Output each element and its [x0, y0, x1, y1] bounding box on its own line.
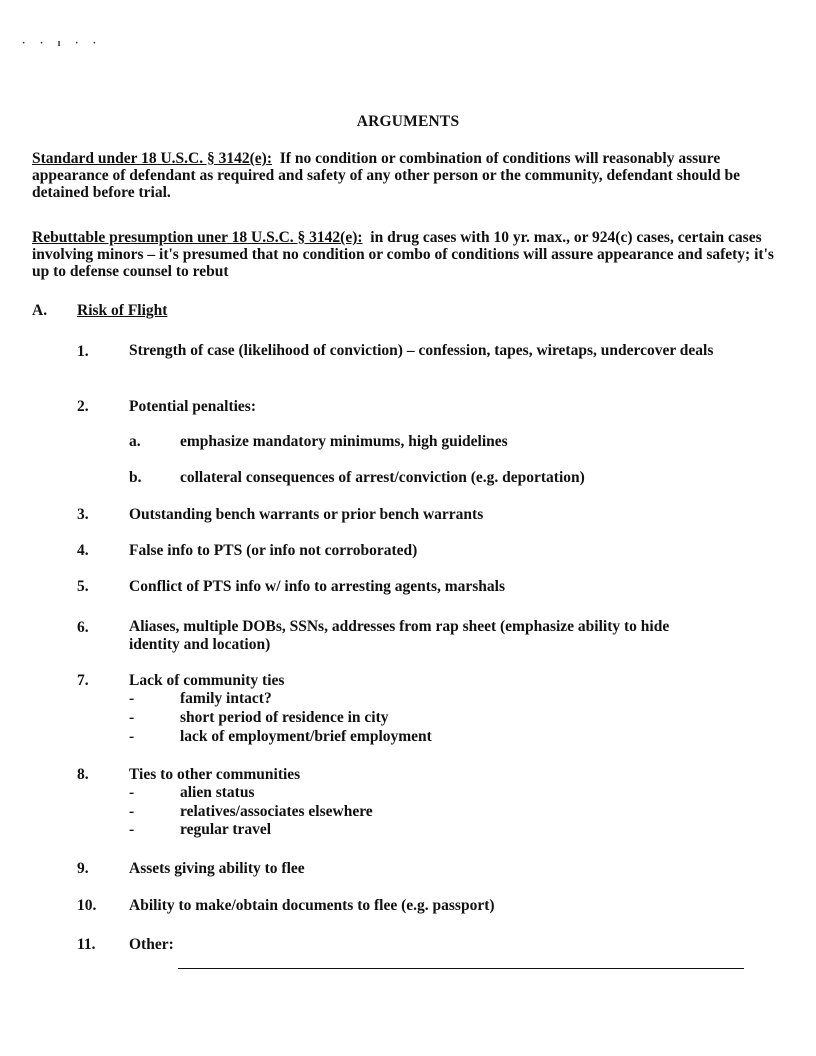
item-number: 9. [77, 860, 89, 877]
bullet-dash: - [129, 709, 135, 726]
item-number: 10. [77, 897, 97, 914]
bullet-text: lack of employment/brief employment [180, 728, 432, 745]
page-title: ARGUMENTS [356, 113, 460, 130]
item-text: Lack of community ties [129, 672, 285, 689]
bullet-text: alien status [180, 784, 255, 801]
item-number: 2. [77, 398, 89, 415]
item-text: False info to PTS (or info not corroborated) [129, 542, 418, 559]
rebuttable-text: in drug cases with 10 yr. max., or 924(c) cases, certain cases involving minors – it's presumed that no condition or combo of conditions will assure appearance and safety; it's up to defense counsel to rebut [32, 229, 774, 280]
sub-item-text: emphasize mandatory minimums, high guidelines [180, 433, 508, 450]
item-text: Outstanding bench warrants or prior bench warrants [129, 506, 484, 523]
section-heading: Risk of Flight [77, 302, 168, 319]
sub-item-letter: b. [129, 469, 142, 486]
item-number: 4. [77, 542, 89, 559]
standard-paragraph [32, 150, 784, 201]
standard-text: If no condition or combination of conditions will reasonably assure appearance of defendant as required and safety of any other person or the community, defendant should be detained before trial. [32, 150, 741, 201]
item-text: Conflict of PTS info w/ info to arresting agents, marshals [129, 578, 506, 595]
item-text: Ties to other communities [129, 766, 301, 783]
bullet-text: regular travel [180, 821, 272, 838]
item-number: 11. [77, 936, 96, 953]
scan-artifact: · · ı · · [22, 38, 103, 49]
sub-item-text: collateral consequences of arrest/conviction (e.g. deportation) [180, 469, 585, 486]
bullet-dash: - [129, 784, 135, 801]
item-text: Aliases, multiple DOBs, SSNs, addresses from rap sheet (emphasize ability to hide identity and location) [129, 618, 670, 653]
item-number: 6. [77, 619, 89, 636]
standard-label: Standard under 18 U.S.C. § 3142(e): [32, 150, 272, 167]
bullet-text: relatives/associates elsewhere [180, 803, 373, 820]
item-text: Other: [129, 936, 174, 953]
bullet-dash: - [129, 690, 135, 707]
item-text: Potential penalties: [129, 398, 256, 415]
rebuttable-label: Rebuttable presumption uner 18 U.S.C. § 3142(e): [32, 229, 363, 246]
bullet-dash: - [129, 821, 135, 838]
item-text: Assets giving ability to flee [129, 860, 305, 877]
section-letter: A. [32, 302, 48, 319]
rebuttable-paragraph [32, 229, 784, 280]
item-text: Strength of case (likelihood of conviction) – confession, tapes, wiretaps, undercover deals [129, 342, 714, 359]
fill-in-line [178, 968, 744, 969]
item-number: 3. [77, 506, 89, 523]
sub-item-letter: a. [129, 433, 141, 450]
bullet-text: short period of residence in city [180, 709, 389, 726]
item-number: 8. [77, 766, 89, 783]
bullet-dash: - [129, 803, 135, 820]
item-number: 7. [77, 672, 89, 689]
bullet-text: family intact? [180, 690, 272, 707]
item-text: Ability to make/obtain documents to flee (e.g. passport) [129, 897, 495, 914]
bullet-dash: - [129, 728, 135, 745]
item-number: 1. [77, 343, 89, 360]
item-number: 5. [77, 578, 89, 595]
